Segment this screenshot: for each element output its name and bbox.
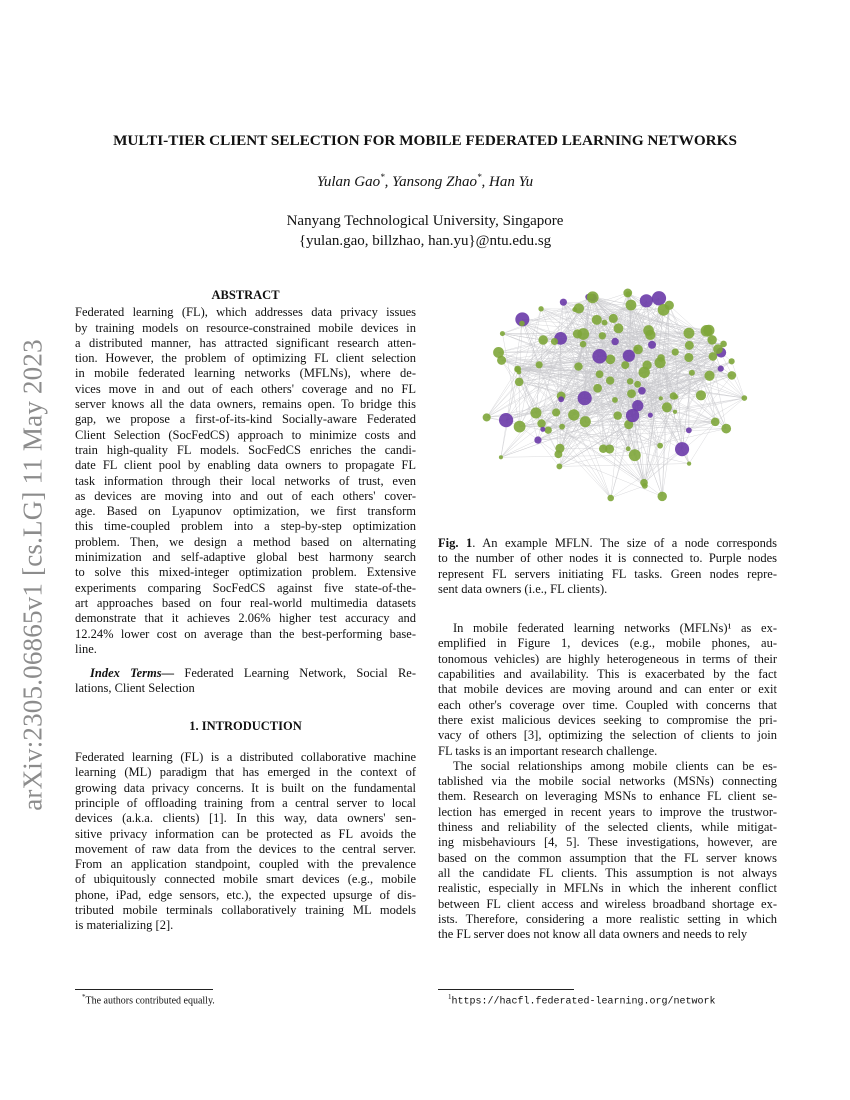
client-node <box>514 421 526 433</box>
client-node <box>662 402 672 412</box>
client-node <box>696 390 706 400</box>
server-node <box>686 427 692 433</box>
server-node <box>675 442 689 456</box>
client-node <box>627 378 634 385</box>
text-line: tonomous vehicles) are highly heterogeneous in terms of their <box>438 651 777 666</box>
client-node <box>711 417 720 426</box>
text-line: principle of offloading training from a central server to local <box>75 795 416 810</box>
index-terms-text: lations, Client Selection <box>75 681 195 696</box>
text-line: by training models on resource-constrained mobile devices in <box>75 320 416 335</box>
client-node <box>629 449 641 461</box>
equal-contribution-mark: * <box>380 172 385 182</box>
client-node <box>658 304 670 316</box>
client-node <box>537 419 545 427</box>
text-line: Client Selection (SocFedCS) approach to minimize costs and <box>75 427 416 442</box>
client-node <box>493 347 504 358</box>
figure-label: Fig. 1 <box>438 536 473 550</box>
client-node <box>602 320 608 326</box>
text-line: server knows all the data owners, remains open. To bridge this <box>75 397 416 412</box>
server-node <box>578 391 592 405</box>
index-terms <box>75 666 416 697</box>
text-line: there exist malicious devices seeking to compromise the pri- <box>438 712 777 727</box>
client-node <box>634 381 641 388</box>
client-node <box>592 315 602 325</box>
client-node <box>713 344 723 354</box>
text-line: a distributed manner, has attracted significant research atten- <box>75 335 416 350</box>
client-node <box>580 341 587 348</box>
left-column <box>75 288 416 934</box>
caption-line: sent data owners (i.e., FL clients). <box>438 581 608 596</box>
text-line: vacy of others [3], optimizing the selection of clients to join <box>438 728 777 743</box>
text-line: gap, we propose a first-of-its-kind Socially-aware Federated <box>75 412 416 427</box>
text-line: 12.24% lower cost on average than the best-performing base- <box>75 626 416 641</box>
client-node <box>599 332 606 339</box>
client-node <box>626 446 631 451</box>
client-node <box>613 411 621 419</box>
client-node <box>538 306 543 311</box>
client-node <box>657 443 663 449</box>
client-node <box>689 370 695 376</box>
arxiv-identifier: arXiv:2305.06865v1 [cs.LG] 11 May 2023 <box>17 339 48 811</box>
client-node <box>721 424 731 434</box>
client-node <box>538 335 548 345</box>
client-node <box>606 376 614 384</box>
client-node <box>609 314 618 323</box>
affiliation-block <box>0 211 850 251</box>
client-node <box>643 325 654 336</box>
client-node <box>559 424 565 430</box>
text-line: ing misbehaviours [4, 5]. These investigations, however, are <box>438 835 777 850</box>
client-node <box>596 370 604 378</box>
index-terms-label: Index Terms— <box>90 666 175 681</box>
author-list: Yulan Gao*, Yansong Zhao*, Han Yu <box>316 172 534 190</box>
client-node <box>614 323 624 333</box>
client-node <box>536 361 543 368</box>
figure-caption <box>438 536 777 597</box>
text-line: growing data privacy concerns. It is built on the fundamental <box>75 780 416 795</box>
author-emails: {yulan.gao, billzhao, han.yu}@ntu.edu.sg <box>298 233 552 249</box>
text-line: date FL client pool by enabling data owners to propagate FL <box>75 458 416 473</box>
text-line: all the candidate FL clients. This assumption is not always <box>438 865 777 880</box>
text-line: From an application standpoint, coupled with the prevalence <box>75 857 416 872</box>
client-node <box>552 408 560 416</box>
text-line: devices (a.k.a. clients) [1]. In this way, data owners' sen- <box>75 811 416 826</box>
client-node <box>572 307 577 312</box>
introduction-paragraph <box>438 759 777 943</box>
client-node <box>519 321 525 327</box>
client-node <box>593 384 602 393</box>
footnote-url: $^1$https://hacfl.federated-learning.org/network <box>448 993 716 1008</box>
text-line: as devices are moving into and out of each others' cover- <box>75 488 416 503</box>
footnote-equal-contribution: *The authors contributed equally. <box>82 993 215 1007</box>
text-line: emplified in Figure 1, devices (e.g., mobile phones, au- <box>438 636 777 651</box>
equal-contribution-mark: * <box>477 172 482 182</box>
client-node <box>704 371 714 381</box>
text-line: FL tasks is an important research challenge. <box>438 743 658 758</box>
introduction-paragraph <box>438 621 777 759</box>
footnote-rule <box>75 989 213 990</box>
text-line: lection has emerged in recent years to improve the trustwor- <box>438 804 777 819</box>
client-node <box>483 413 491 421</box>
abstract-body <box>75 305 416 657</box>
client-node <box>517 370 522 375</box>
caption-line: to the number of other nodes it is connected to. Purple nodes <box>438 551 777 566</box>
server-node <box>623 350 635 362</box>
server-node <box>540 427 545 432</box>
paper-title: MULTI-TIER CLIENT SELECTION FOR MOBILE FEDERATED LEARNING NETWORKS <box>113 132 737 149</box>
client-node <box>657 354 664 361</box>
server-node <box>611 338 618 345</box>
client-node <box>685 341 694 350</box>
index-terms-text: Federated Learning Network, Social Re- <box>174 666 416 681</box>
server-node <box>648 413 653 418</box>
text-line: sitive privacy information can be protected as FL avoids the <box>75 826 416 841</box>
client-node <box>658 492 667 501</box>
server-node <box>648 341 656 349</box>
text-line: experiments comparing SocFedCS against five state-of-the- <box>75 580 416 595</box>
text-line: vices move in and out of each others' coverage and no FL <box>75 381 416 396</box>
mfln-network-figure <box>455 280 765 515</box>
client-node <box>530 407 541 418</box>
client-node <box>659 396 663 400</box>
client-node <box>634 347 638 351</box>
client-node <box>640 479 648 487</box>
text-line: phone, iPad, edge sensors, etc.), the expected upsurge of dis- <box>75 887 416 902</box>
text-line: In mobile federated learning networks (MFLNs)¹ as ex- <box>453 621 777 636</box>
text-line: The social relationships among mobile clients can be es- <box>453 758 777 773</box>
client-node <box>627 389 636 398</box>
text-line: is materializing [2]. <box>75 918 174 933</box>
text-line: minimization and self-adaptive global best harmony search <box>75 550 416 565</box>
text-line: this time-coupled problem into a step-by-step optimization <box>75 519 416 534</box>
text-line: task information through their local networks of trust, even <box>75 473 416 488</box>
introduction-heading: 1. INTRODUCTION <box>189 718 302 733</box>
client-node <box>577 328 589 340</box>
client-node <box>580 416 591 427</box>
text-line: each other's coverage over time. Coupled with concerns that <box>438 697 777 712</box>
caption-line: Fig. 1. An example MFLN. The size of a node corresponds <box>438 536 778 550</box>
text-line: art approaches based on four real-world multimedia datasets <box>75 595 416 610</box>
server-node <box>718 366 724 372</box>
client-node <box>683 328 694 339</box>
client-node <box>623 289 632 298</box>
client-node <box>607 495 614 502</box>
text-line: tributed mobile terminals collaboratively training ML models <box>75 902 416 917</box>
text-line: train high-quality FL models. SocFedCS enriches the candi- <box>75 442 416 457</box>
abstract-heading: ABSTRACT <box>211 288 280 302</box>
text-line: learning (ML) paradigm that has emerged in the context of <box>75 765 416 780</box>
client-node <box>687 461 691 465</box>
client-node <box>670 392 677 399</box>
text-line: age. Based on Lyapunov optimization, we first transform <box>75 504 416 519</box>
text-line: the FL server does not know all data owners and needs to rely <box>438 927 748 942</box>
footnote-rule <box>438 989 574 990</box>
network-edge <box>689 422 715 464</box>
introduction-body <box>75 750 416 934</box>
client-node <box>672 348 679 355</box>
client-node <box>556 463 562 469</box>
server-node <box>499 413 513 427</box>
text-line: of ubiquitously connected mobile smart devices (e.g., mobile <box>75 872 416 887</box>
text-line: tablished via the mobile social networks (MSNs) connecting <box>438 774 777 789</box>
caption-text: An example MFLN. The size of a node corresponds <box>482 536 778 550</box>
client-node <box>605 444 614 453</box>
text-line: realistic, especially in MFLNs in which the inherent conflict <box>438 881 777 896</box>
text-line: based on the common assumption that the FL server knows <box>438 850 777 865</box>
text-line: Federated learning (FL), which addresses data privacy issues <box>75 305 416 320</box>
client-node <box>707 335 716 344</box>
server-node <box>652 291 666 305</box>
network-edge <box>611 486 645 498</box>
caption-line: represent FL servers initiating FL tasks. Green nodes repre- <box>438 566 777 581</box>
client-node <box>642 360 651 369</box>
text-line: Federated learning (FL) is a distributed collaborative machine <box>75 750 416 765</box>
client-node <box>574 362 582 370</box>
text-line: demonstrate that it achieves 2.06% higher test accuracy and <box>75 611 416 626</box>
text-line: between FL client access and wireless broadband shortage ex- <box>438 896 777 911</box>
server-node <box>534 436 541 443</box>
affiliation: Nanyang Technological University, Singapore <box>286 213 564 229</box>
server-node <box>638 387 646 395</box>
client-node <box>544 426 551 433</box>
text-line: capabilities and availability. This is exacerbated by the fact <box>438 667 777 682</box>
client-node <box>621 361 629 369</box>
text-line: that mobile devices are moving around and can enter or exit <box>438 682 777 697</box>
server-node <box>592 349 606 363</box>
client-node <box>741 395 747 401</box>
author-name: Yulan Gao <box>316 174 381 190</box>
client-node <box>499 455 503 459</box>
client-node <box>684 353 693 362</box>
server-node <box>626 409 639 422</box>
author-name: Yansong Zhao <box>392 174 478 190</box>
text-line: movement of raw data from the devices to the central server. <box>75 841 416 856</box>
client-node <box>500 331 505 336</box>
text-line: problem. Then, we design a method based on alternating <box>75 534 416 549</box>
client-node <box>605 354 615 364</box>
client-node <box>568 409 579 420</box>
text-line: to solve this mixed-integer optimization problem. Extensive <box>75 565 416 580</box>
server-node <box>558 396 564 402</box>
text-line: in mobile federated learning networks (MFLNs), where de- <box>75 366 416 381</box>
client-node <box>728 371 737 380</box>
client-node <box>612 397 618 403</box>
client-node <box>673 410 677 414</box>
server-node <box>640 294 653 307</box>
client-node <box>551 338 558 345</box>
text-line: line. <box>75 641 97 656</box>
client-node <box>701 325 713 337</box>
server-node <box>560 299 567 306</box>
text-line: thiness and reliability of the selected clients, while mitigat- <box>438 820 777 835</box>
text-line: ists. Therefore, considering a more realistic setting in which <box>438 911 777 926</box>
client-node <box>729 358 735 364</box>
client-node <box>588 293 594 299</box>
text-line: tion. However, the problem of optimizing FL client selection <box>75 351 416 366</box>
client-node <box>515 378 524 387</box>
client-node <box>626 300 637 311</box>
client-node <box>555 444 564 453</box>
author-name: Han Yu <box>489 174 534 190</box>
right-column <box>438 536 777 942</box>
text-line: them. Research on leveraging MSNs to enhance FL client se- <box>438 789 777 804</box>
